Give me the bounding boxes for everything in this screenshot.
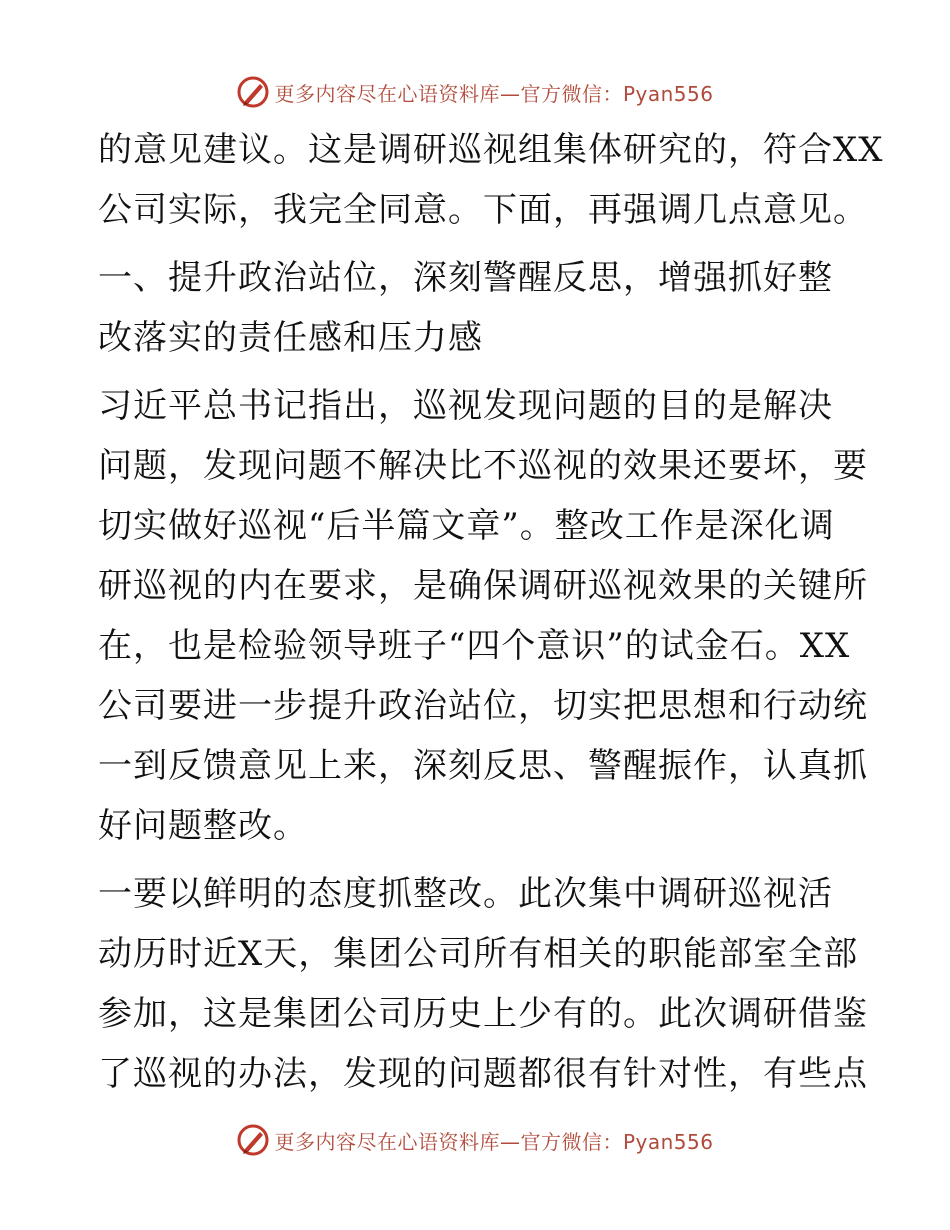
paragraph: [98, 376, 868, 856]
document-body: [98, 120, 884, 1104]
text-line: 动历时近X天，集团公司所有相关的职能部室全部: [98, 934, 859, 974]
text-line: 改落实的责任感和压力感: [98, 318, 483, 358]
text-line: 切实做好巡视“后半篇文章”。整改工作是深化调: [98, 506, 835, 546]
text-line: 公司要进一步提升政治站位，切实把思想和行动统: [98, 686, 868, 726]
text-line: 的意见建议。这是调研巡视组集体研究的，符合XX: [98, 130, 884, 170]
text-line: 一、提升政治站位，深刻警醒反思，增强抓好整: [98, 258, 833, 298]
text-line: 在，也是检验领导班子“四个意识”的试金石。XX: [98, 626, 851, 666]
paragraph: [98, 864, 868, 1104]
text-line: 一要以鲜明的态度抓整改。此次集中调研巡视活: [98, 874, 833, 914]
text-line: 了巡视的办法，发现的问题都很有针对性，有些点: [98, 1054, 868, 1094]
text-line: 习近平总书记指出，巡视发现问题的目的是解决: [98, 386, 833, 426]
footer-banner: [0, 1120, 950, 1160]
text-line: 公司实际，我完全同意。下面，再强调几点意见。: [98, 190, 868, 230]
header-banner-text: 更多内容尽在心语资料库—官方微信：Pyan556: [274, 81, 714, 106]
text-line: 问题，发现问题不解决比不巡视的效果还要坏，要: [98, 446, 868, 486]
pen-logo-icon: [236, 1123, 270, 1157]
paragraph: [98, 120, 884, 240]
text-line: 研巡视的内在要求，是确保调研巡视效果的关键所: [98, 566, 868, 606]
text-line: 一到反馈意见上来，深刻反思、警醒振作，认真抓: [98, 746, 868, 786]
footer-banner-text: 更多内容尽在心语资料库—官方微信：Pyan556: [274, 1129, 714, 1154]
text-line: 好问题整改。: [98, 806, 308, 846]
header-banner: [0, 72, 950, 112]
pen-logo-icon: [236, 75, 270, 109]
section-heading: [98, 248, 858, 368]
text-line: 参加，这是集团公司历史上少有的。此次调研借鉴: [98, 994, 868, 1034]
